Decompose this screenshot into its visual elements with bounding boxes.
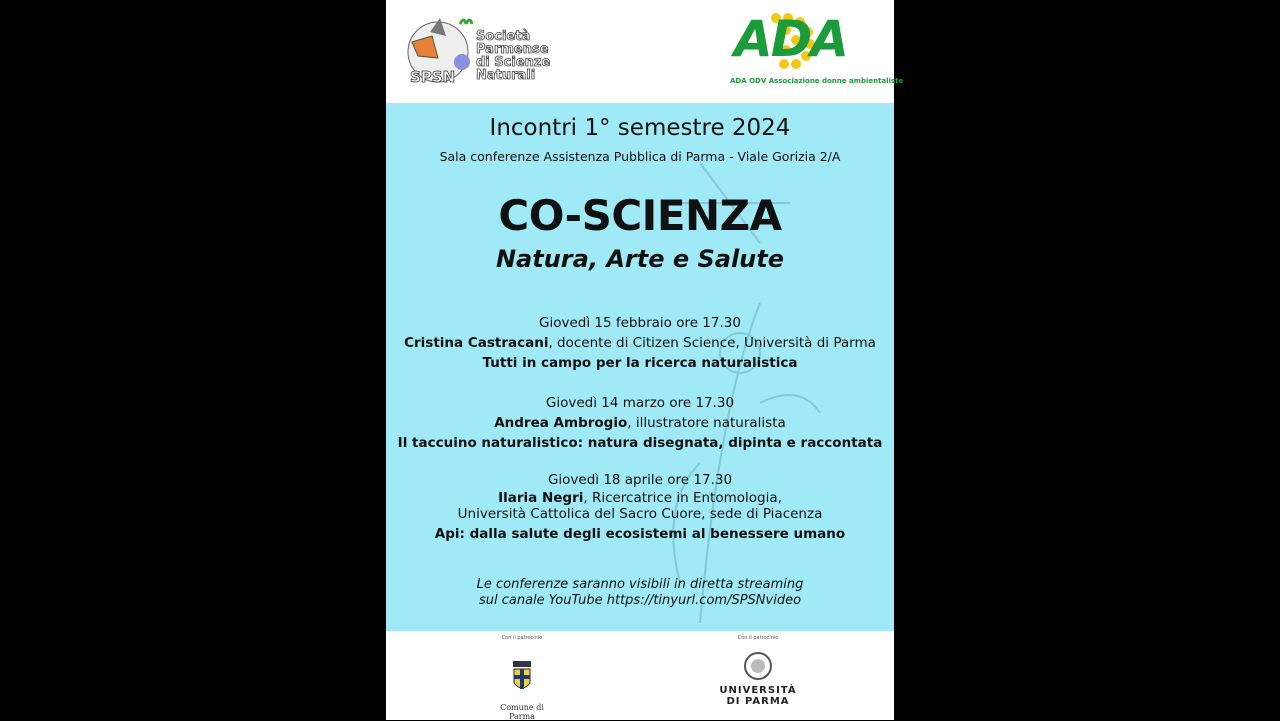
comune-name: Comune di Parma — [500, 703, 544, 721]
university-seal-icon — [743, 651, 773, 681]
poster-title: Incontri 1° semestre 2024 — [489, 115, 791, 141]
event-date: Giovedì 18 aprile ore 17.30 — [547, 472, 733, 488]
event-affiliation: Università Cattolica del Sacro Cuore, sede di Piacenza — [457, 506, 823, 522]
event-role: , illustratore naturalista — [627, 415, 786, 431]
spsn-line: di Scienze — [476, 55, 551, 70]
patronage-label: Con il patrocinio — [737, 635, 779, 641]
streaming-note — [386, 577, 894, 609]
ada-subtitle: ADA ODV Associazione donne ambientaliste — [730, 77, 904, 85]
event-role: , Ricercatrice in Entomologia, — [583, 490, 782, 506]
headline: CO-SCIENZA — [498, 191, 782, 240]
spsn-logo — [404, 12, 556, 90]
streaming-line: Le conferenze saranno visibili in diretta streaming — [476, 577, 804, 592]
coat-of-arms-icon — [509, 661, 535, 695]
event-speaker: Andrea Ambrogio — [494, 415, 628, 431]
event-speaker: Cristina Castracani — [404, 335, 549, 351]
ada-mark: ADA — [734, 10, 847, 68]
spsn-acronym: SPSN — [410, 68, 456, 86]
event-speaker: Ilaria Negri — [498, 490, 584, 506]
poster-body — [386, 103, 894, 631]
venue: Sala conferenze Assistenza Pubblica di Parma - Viale Gorizia 2/A — [439, 149, 841, 164]
patronage-label: Con il patrocinio — [501, 635, 543, 641]
event-2 — [386, 393, 894, 453]
event-3 — [386, 471, 894, 543]
poster-footer — [386, 631, 894, 720]
spsn-line: Società — [476, 29, 531, 44]
event-role: , docente di Citizen Science, Università di Parma — [548, 335, 876, 351]
poster-header — [386, 0, 904, 103]
spsn-line: Parmense — [476, 42, 549, 57]
unipr-logo — [716, 631, 800, 707]
subheadline: Natura, Arte e Salute — [495, 245, 785, 273]
university-name: DI PARMA — [726, 696, 790, 707]
poster — [386, 0, 904, 721]
spsn-line: Naturali — [476, 68, 536, 83]
event-talk: Api: dalla salute degli ecosistemi al benessere umano — [434, 526, 846, 542]
comune-parma-logo — [486, 631, 558, 721]
event-talk: Tutti in campo per la ricerca naturalistica — [482, 355, 798, 371]
ada-logo — [726, 10, 904, 90]
event-date: Giovedì 15 febbraio ore 17.30 — [539, 315, 741, 331]
event-date: Giovedì 14 marzo ore 17.30 — [545, 395, 735, 411]
university-name: UNIVERSITÀ — [719, 685, 797, 696]
event-talk: Il taccuino naturalistico: natura disegnata, dipinta e raccontata — [397, 435, 883, 451]
streaming-link[interactable]: sul canale YouTube https://tinyurl.com/SPSNvideo — [478, 593, 802, 608]
event-1 — [386, 313, 894, 373]
